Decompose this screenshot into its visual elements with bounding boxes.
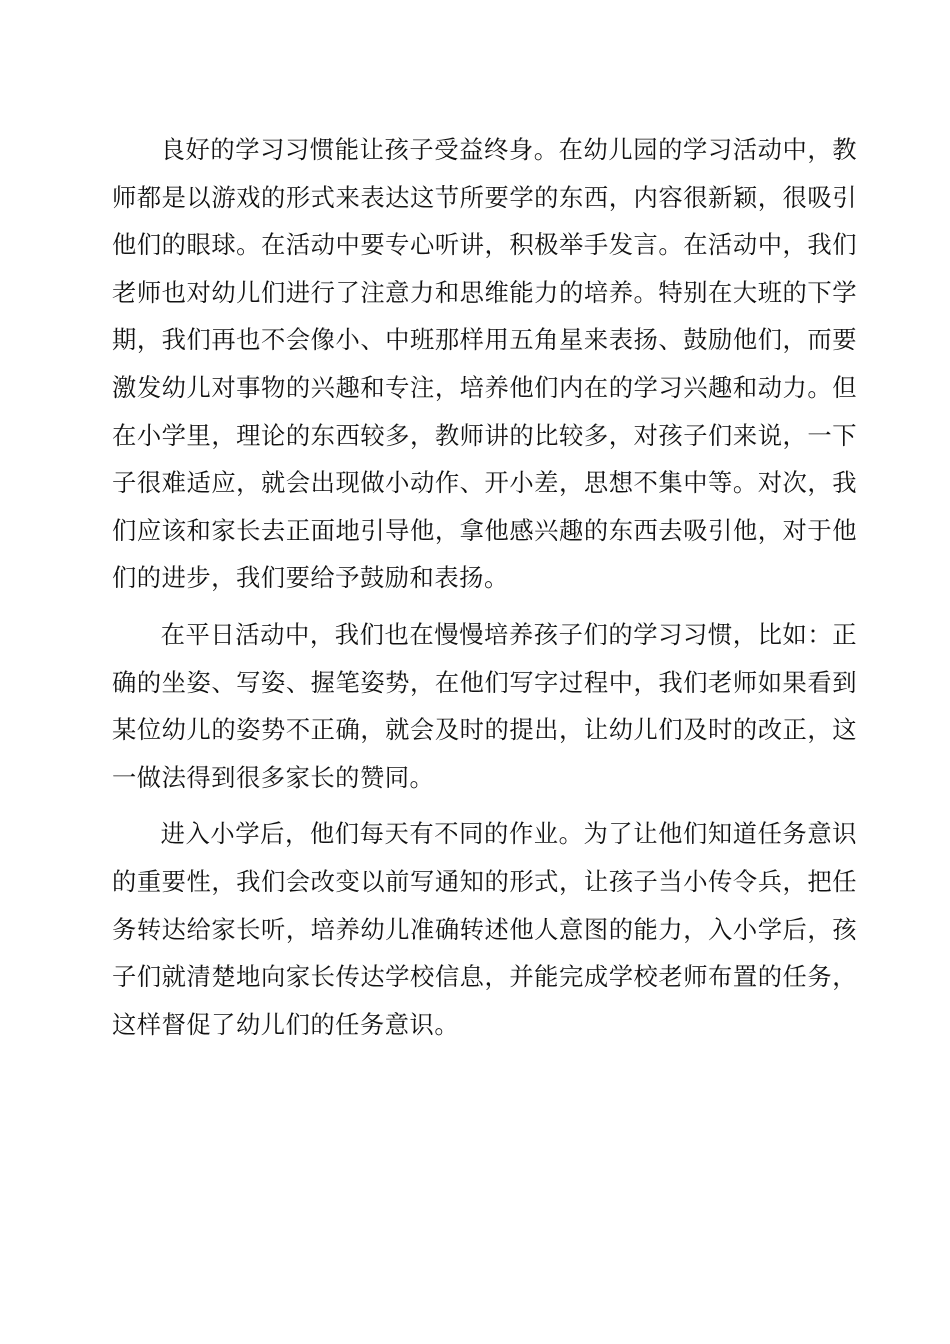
paragraph-3: 进入小学后，他们每天有不同的作业。为了让他们知道任务意识的重要性，我们会改变以前写通知的形式，让孩子当小传令兵，把任务转达给家长听，培养幼儿准确转述他人意图的能力，入小学后，孩子们就清楚地向家长传达学校信息，并能完成学校老师布置的任务，这样督促了幼儿们的任务意识。 (112, 819, 857, 1039)
paragraph-2: 在平日活动中，我们也在慢慢培养孩子们的学习习惯，比如：正确的坐姿、写姿、握笔姿势，在他们写字过程中，我们老师如果看到某位幼儿的姿势不正确，就会及时的提出，让幼儿们及时的改正，这一做法得到很多家长的赞同。 (112, 619, 857, 792)
document-body (112, 126, 857, 1048)
paragraph-1: 良好的学习习惯能让孩子受益终身。在幼儿园的学习活动中，教师都是以游戏的形式来表达这节所要学的东西，内容很新颖，很吸引他们的眼球。在活动中要专心听讲，积极举手发言。在活动中，我们老师也对幼儿们进行了注意力和思维能力的培养。特别在大班的下学期，我们再也不会像小、中班那样用五角星来表扬、鼓励他们，而要激发幼儿对事物的兴趣和专注，培养他们内在的学习兴趣和动力。但在小学里，理论的东西较多，教师讲的比较多，对孩子们来说，一下子很难适应，就会出现做小动作、开小差，思想不集中等。对次，我们应该和家长去正面地引导他，拿他感兴趣的东西去吸引他，对于他们的进步，我们要给予鼓励和表扬。 (112, 135, 857, 593)
